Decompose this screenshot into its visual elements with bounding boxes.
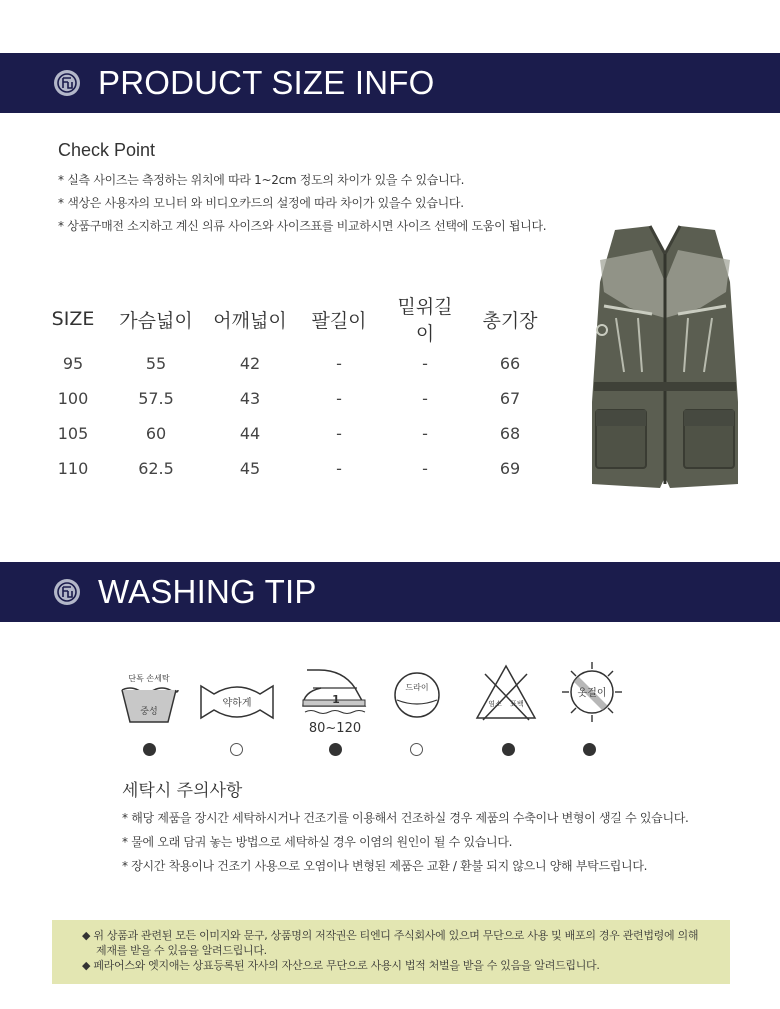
caution-note: * 물에 오래 담궈 놓는 방법으로 세탁하실 경우 이염의 원인이 될 수 있습니다. — [122, 835, 513, 849]
bleach-right-label: 표백 — [510, 700, 524, 708]
care-indicator-dot — [410, 743, 423, 756]
table-cell: 110 — [57, 459, 89, 478]
gentle-label: 약하게 — [222, 698, 252, 709]
table-row — [46, 416, 560, 451]
dry-label: 드라이 — [405, 683, 429, 692]
dry-clean-icon — [392, 670, 442, 720]
care-indicator-dot — [329, 743, 342, 756]
handwash-icon — [118, 670, 180, 726]
vest-product-image — [580, 222, 750, 492]
gentle-wash-icon — [198, 680, 276, 724]
table-cell: 60 — [145, 424, 167, 443]
handwash-top-label: 단독 손세탁 — [128, 674, 170, 683]
section-title: PRODUCT SIZE INFO — [98, 64, 435, 101]
table-cell: - — [422, 459, 428, 478]
care-indicator-dot — [583, 743, 596, 756]
handwash-bottom-label: 중성 — [140, 707, 158, 717]
iron-temperature: 80~120 — [308, 721, 362, 736]
hang-label: 옷걸이 — [577, 688, 607, 699]
table-cell: 57.5 — [138, 389, 174, 408]
copyright-notice — [52, 920, 730, 984]
iron-number: 1 — [332, 693, 340, 706]
table-cell: 95 — [62, 354, 84, 373]
table-cell: 55 — [145, 354, 167, 373]
copyright-line: 제재를 받을 수 있음을 알려드립니다. — [96, 944, 267, 957]
check-point-title: Check Point — [58, 140, 156, 160]
table-cell: 62.5 — [138, 459, 174, 478]
caution-note: * 장시간 착용이나 건조기 사용으로 오염이나 변형된 제품은 교환 / 환불 되지 않으니 양해 부탁드립니다. — [122, 859, 648, 873]
brand-logo-icon — [54, 579, 80, 605]
bleach-left-label: 염소 — [488, 700, 502, 708]
caution-title: 세탁시 주의사항 — [122, 781, 243, 801]
table-cell: - — [336, 389, 342, 408]
care-indicator-dot — [143, 743, 156, 756]
table-cell: - — [422, 389, 428, 408]
brand-logo-icon — [54, 70, 80, 96]
size-table — [46, 292, 560, 486]
table-cell: 66 — [499, 354, 521, 373]
care-indicator-dot — [502, 743, 515, 756]
table-cell: 68 — [499, 424, 521, 443]
table-cell: - — [336, 354, 342, 373]
check-point-note: * 실측 사이즈는 측정하는 위치에 따라 1~2cm 정도의 차이가 있을 수 있습니다. — [58, 173, 465, 187]
header-cell: 팔길이 — [311, 309, 367, 332]
table-cell: 44 — [239, 424, 261, 443]
header-cell: 어깨넓이 — [213, 309, 287, 332]
table-cell: 105 — [57, 424, 89, 443]
table-cell: - — [336, 424, 342, 443]
copyright-line: ◆ 페라어스와 엣지애는 상표등록된 자사의 자산으로 무단으로 사용시 법적 처벌을 받을 수 있음을 알려드립니다. — [82, 959, 600, 972]
table-cell: 67 — [499, 389, 521, 408]
size-table-header — [46, 292, 560, 346]
iron-icon — [299, 666, 371, 736]
table-cell: 42 — [239, 354, 261, 373]
table-cell: 100 — [57, 389, 89, 408]
section-title: WASHING TIP — [98, 573, 317, 610]
table-cell: - — [422, 424, 428, 443]
header-cell: SIZE — [51, 308, 95, 330]
header-cell: 총기장 — [482, 309, 538, 332]
header-cell: 밑위길이 — [397, 296, 453, 345]
care-indicator-dot — [230, 743, 243, 756]
size-info-header — [0, 53, 780, 113]
table-row — [46, 346, 560, 381]
table-cell: - — [336, 459, 342, 478]
table-cell: 69 — [499, 459, 521, 478]
check-point-note: * 상품구매전 소지하고 계신 의류 사이즈와 사이즈표를 비교하시면 사이즈 선택에 도움이 됩니다. — [58, 219, 547, 233]
table-cell: 43 — [239, 389, 261, 408]
table-cell: 45 — [239, 459, 261, 478]
header-cell: 가슴넓이 — [119, 309, 193, 332]
caution-note: * 해당 제품을 장시간 세탁하시거나 건조기를 이용해서 건조하실 경우 제품의 수축이나 변형이 생길 수 있습니다. — [122, 811, 689, 825]
copyright-line: ◆ 위 상품과 관련된 모든 이미지와 문구, 상품명의 저작권은 티엔디 주식회사에 있으며 무단으로 사용 및 배포의 경우 관련법령에 의해 — [82, 929, 699, 942]
no-bleach-icon — [473, 662, 539, 722]
washing-tip-header — [0, 562, 780, 622]
hang-dry-icon — [560, 660, 624, 724]
table-row — [46, 451, 560, 486]
table-row — [46, 381, 560, 416]
table-cell: - — [422, 354, 428, 373]
check-point-note: * 색상은 사용자의 모니터 와 비디오카드의 설정에 따라 차이가 있을수 있습니다. — [58, 196, 464, 210]
